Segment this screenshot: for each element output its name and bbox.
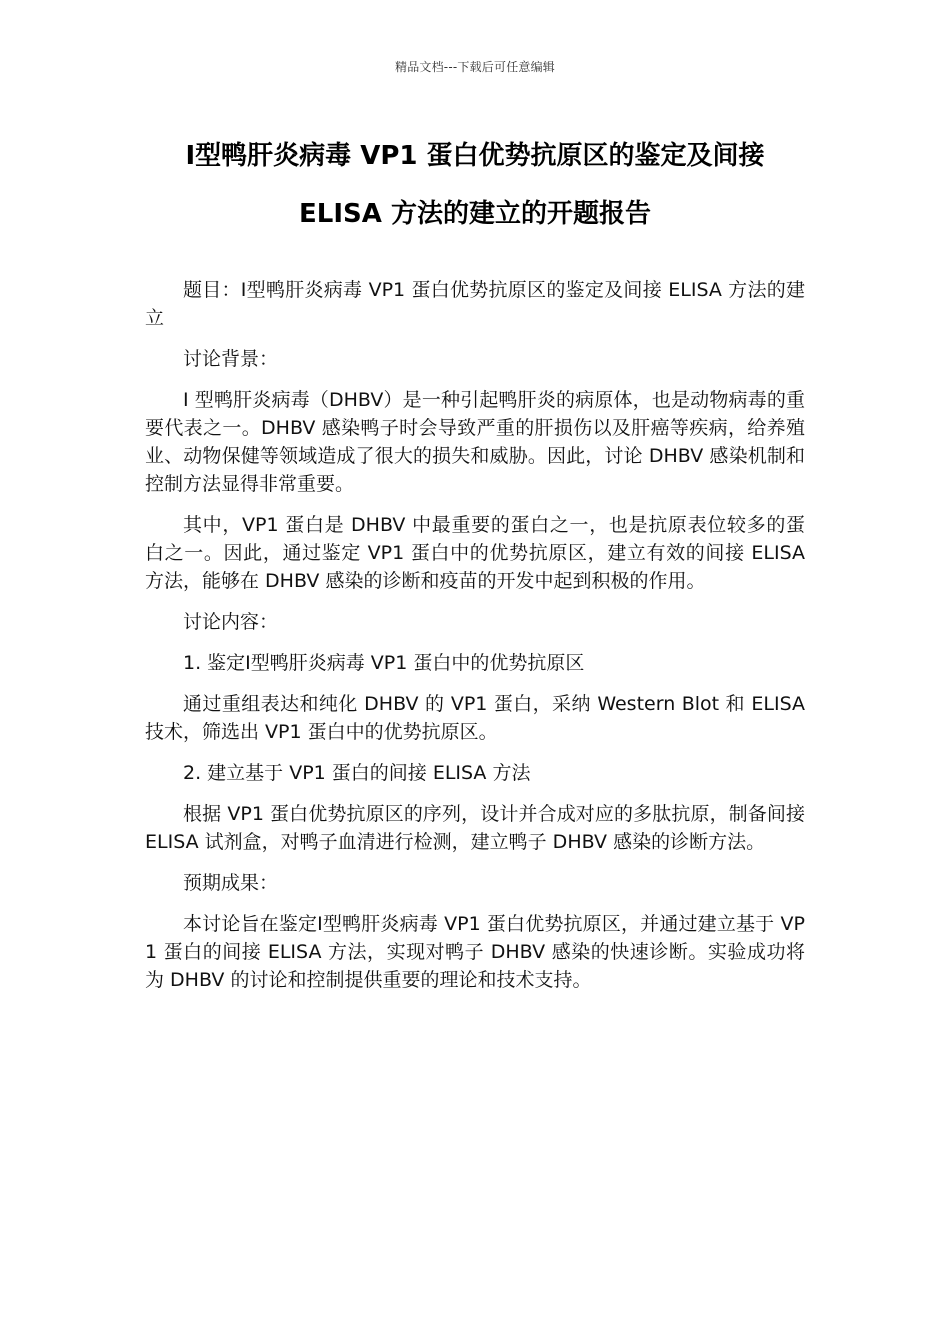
item-1-heading: 1. 鉴定Ⅰ型鸭肝炎病毒 VP1 蛋白中的优势抗原区 [183, 652, 585, 674]
paragraph-expected-results: 本讨论旨在鉴定Ⅰ型鸭肝炎病毒 VP1 蛋白优势抗原区，并通过建立基于 VP1 蛋白的间接 ELISA 方法，实现对鸭子 DHBV 感染的快速诊断。实验成功将为 DHBV 的讨论和控制提供重要的理论和技术支持。 [145, 913, 805, 991]
heading-content: 讨论内容： [183, 611, 279, 633]
item-2-description: 根据 VP1 蛋白优势抗原区的序列，设计并合成对应的多肽抗原，制备间接 ELISA 试剂盒，对鸭子血清进行检测，建立鸭子 DHBV 感染的诊断方法。 [145, 803, 805, 853]
heading-background: 讨论背景： [183, 348, 279, 370]
paragraph-vp1-importance: 其中，VP1 蛋白是 DHBV 中最重要的蛋白之一，也是抗原表位较多的蛋白之一。因此，通过鉴定 VP1 蛋白中的优势抗原区，建立有效的间接 ELISA 方法，能够在 DHBV 感染的诊断和疫苗的开发中起到积极的作用。 [145, 514, 805, 592]
item-1-description: 通过重组表达和纯化 DHBV 的 VP1 蛋白，采纳 Western Blot 和 ELISA 技术，筛选出 VP1 蛋白中的优势抗原区。 [145, 693, 805, 743]
paragraph-background: I 型鸭肝炎病毒（DHBV）是一种引起鸭肝炎的病原体，也是动物病毒的重要代表之一。DHBV 感染鸭子时会导致严重的肝损伤以及肝癌等疾病，给养殖业、动物保健等领域造成了很大的损失和威胁。因此，讨论 DHBV 感染机制和控制方法显得非常重要。 [145, 389, 805, 495]
document-body [145, 276, 805, 1007]
header-note: 精品文档---下载后可任意编辑 [395, 60, 555, 74]
item-2-heading: 2. 建立基于 VP1 蛋白的间接 ELISA 方法 [183, 762, 531, 784]
document-title-line-2: ELISA 方法的建立的开题报告 [299, 199, 651, 229]
heading-expected-results: 预期成果： [183, 872, 279, 894]
paragraph-topic: 题目：Ⅰ型鸭肝炎病毒 VP1 蛋白优势抗原区的鉴定及间接 ELISA 方法的建立 [145, 279, 805, 329]
document-title-line-1: Ⅰ型鸭肝炎病毒 VP1 蛋白优势抗原区的鉴定及间接 [185, 141, 765, 171]
